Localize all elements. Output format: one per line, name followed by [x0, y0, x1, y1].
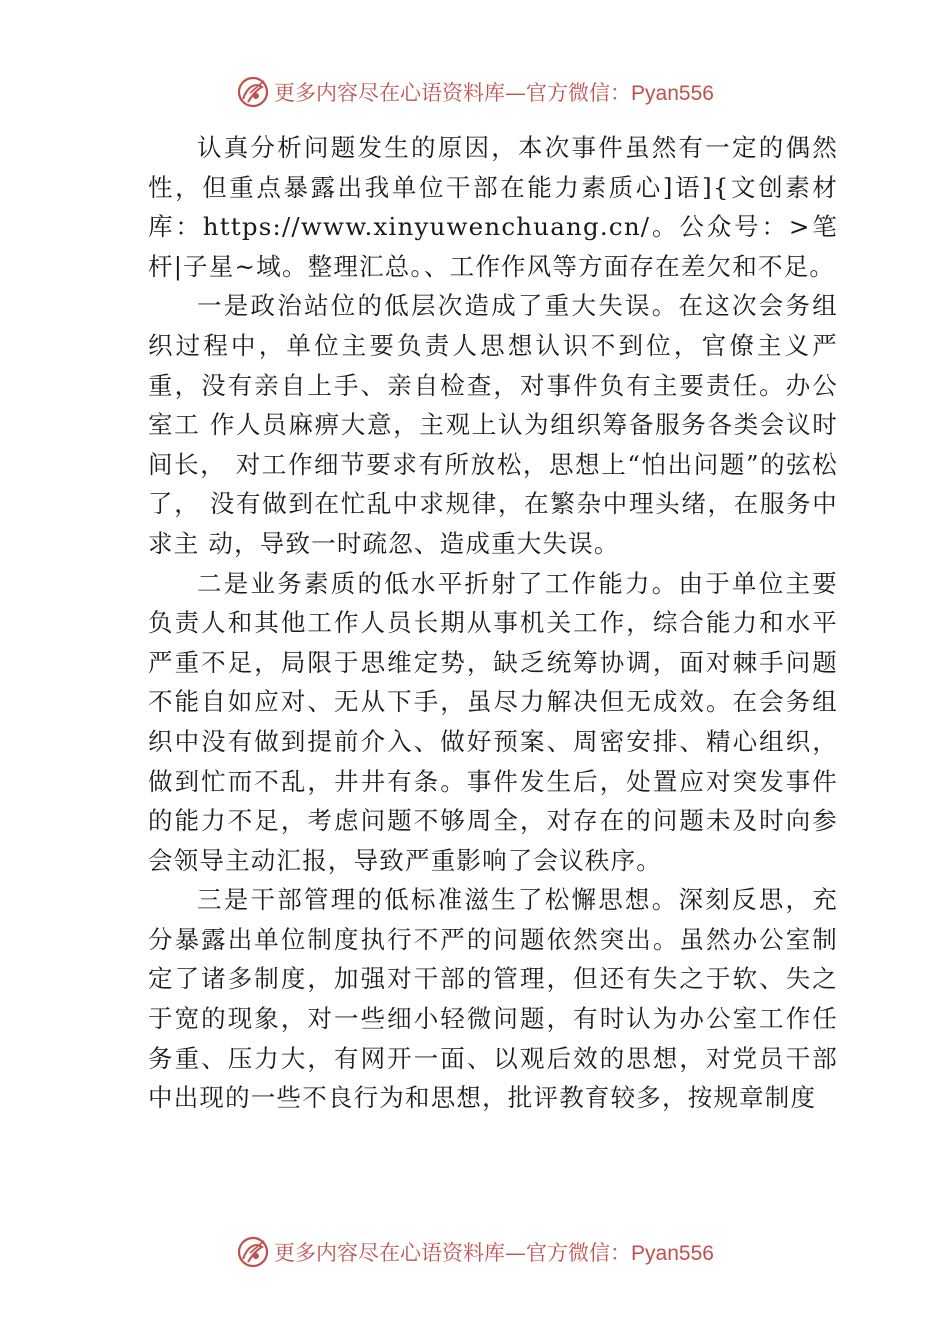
- signature-logo-icon: [236, 1235, 270, 1269]
- paragraph-business-quality: 二是业务素质的低水平折射了工作能力。由于单位主要负责人和其他工作人员长期从事机关工作，综合能力和水平严重不足，局限于思维定势，缺乏统筹协调，面对棘手问题不能自如应对、无从下手，虽尽力解决但无成效。在会务组织中没有做到提前介入、做好预案、周密安排、精心组织，做到忙而不乱，井井有条。事件发生后，处置应对突发事件的能力不足，考虑问题不够周全，对存在的问题未及时向参会领导主动汇报，导致严重影响了会议秩序。: [148, 568, 838, 875]
- banner-wechat-label: 官方微信：: [526, 81, 632, 105]
- banner-dash: —: [505, 1241, 527, 1265]
- signature-logo-icon: [236, 75, 270, 109]
- banner-wechat-label: 官方微信：: [526, 1241, 632, 1265]
- paragraph-intro: 认真分析问题发生的原因，本次事件虽然有一定的偶然性，但重点暴露出我单位干部在能力素质心]语]{文创素材库：https://www.xinyuwenchuang.cn/。公众号：>笔杆|子星~域。整理汇总。、工作作风等方面存在差欠和不足。: [148, 133, 838, 281]
- document-body: [148, 128, 838, 1118]
- footer-banner: [0, 1232, 950, 1272]
- banner-wechat-id: Pyan556: [631, 82, 714, 105]
- banner-wechat-id: Pyan556: [631, 1242, 714, 1265]
- header-banner: [0, 72, 950, 112]
- banner-text: [274, 77, 714, 107]
- banner-main: 更多内容尽在心语资料库: [274, 1241, 506, 1265]
- paragraph-political-stance: 一是政治站位的低层次造成了重大失误。在这次会务组织过程中，单位主要负责人思想认识不到位，官僚主义严重，没有亲自上手、亲自检查，对事件负有主要责任。办公室工 作人员麻痹大意，主观上认为组织筹备服务各类会议时间长， 对工作细节要求有所放松，思想上“怕出问题”的弦松了， 没有做到在忙乱中求规律，在繁杂中理头绪，在服务中求主 动，导致一时疏忽、造成重大失误。: [148, 291, 838, 558]
- banner-text: [274, 1237, 714, 1267]
- banner-dash: —: [505, 81, 527, 105]
- banner-main: 更多内容尽在心语资料库: [274, 81, 506, 105]
- paragraph-cadre-management: 三是干部管理的低标准滋生了松懈思想。深刻反思，充分暴露出单位制度执行不严的问题依然突出。虽然办公室制定了诸多制度，加强对干部的管理，但还有失之于软、失之于宽的现象，对一些细小轻微问题，有时认为办公室工作任务重、压力大，有网开一面、以观后效的思想，对党员干部中出现的一些不良行为和思想，批评教育较多，按规章制度: [148, 885, 838, 1113]
